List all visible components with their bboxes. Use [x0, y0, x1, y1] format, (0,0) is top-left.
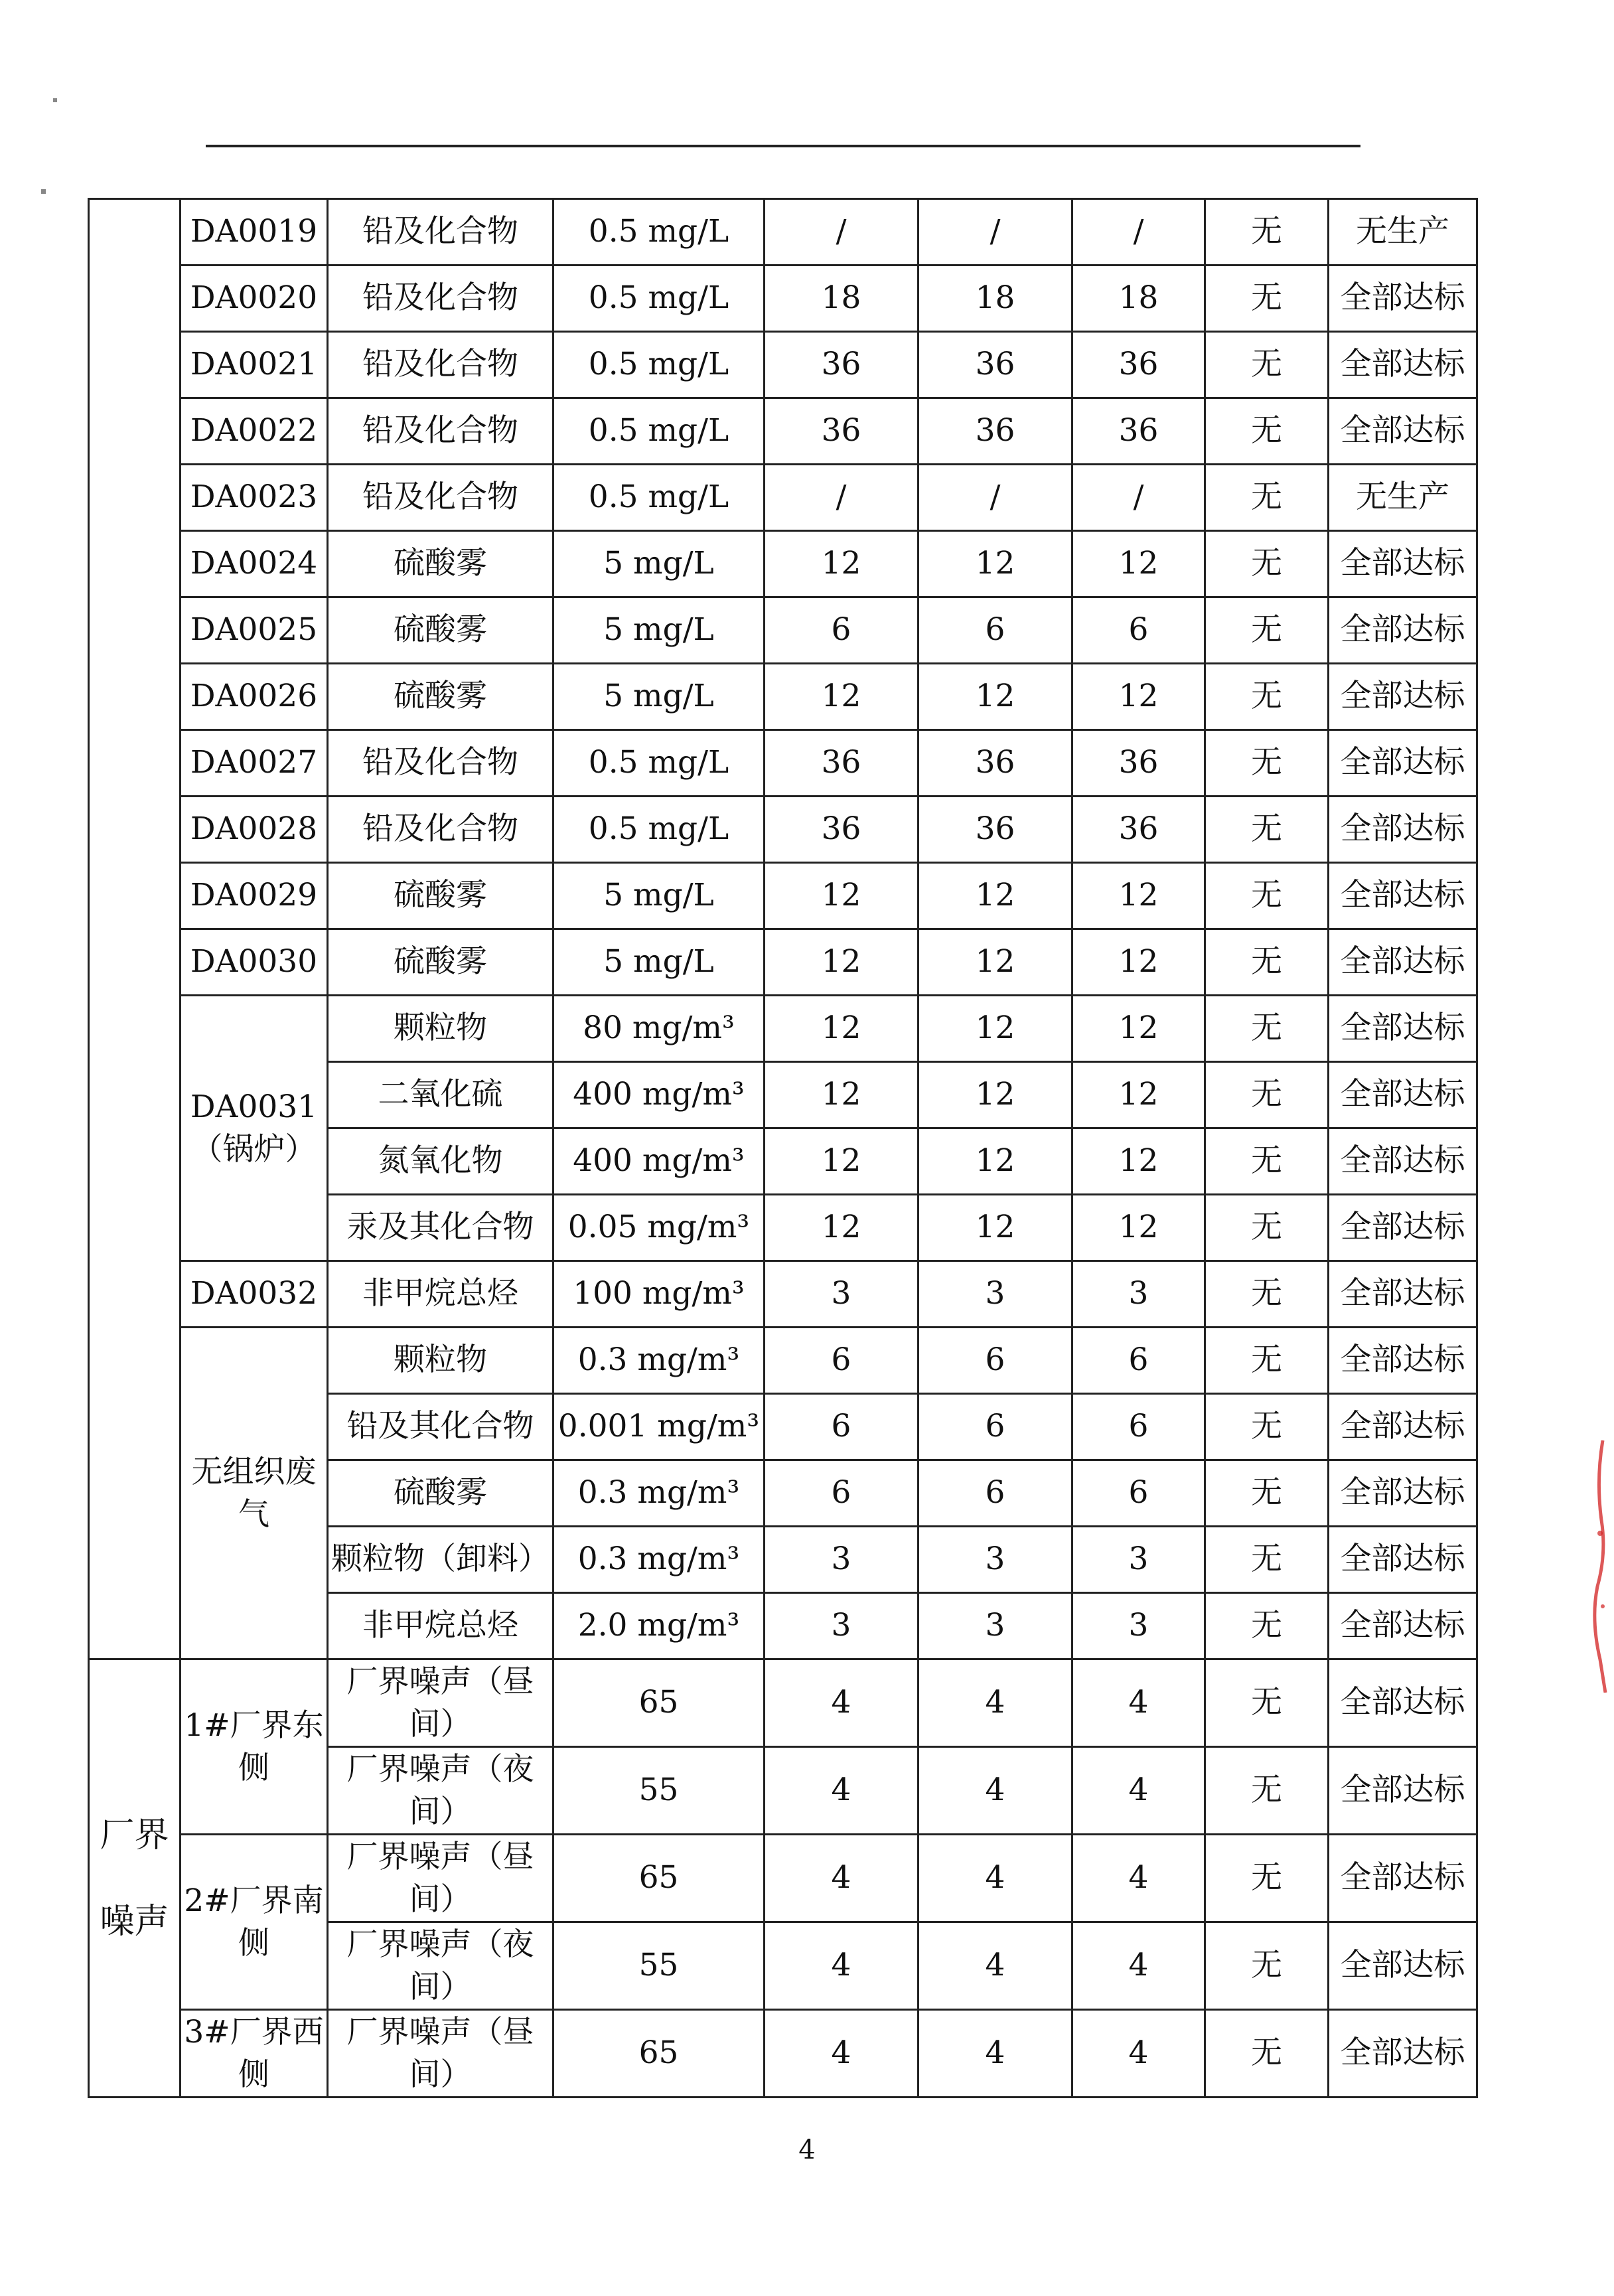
count-cell: / [918, 199, 1072, 266]
result-cell: 全部达标 [1329, 332, 1477, 398]
count-cell: 36 [1072, 730, 1205, 797]
count-cell: 12 [765, 1195, 918, 1261]
pollutant-cell: 厂界噪声（昼间） [328, 1835, 553, 1922]
count-cell: 6 [918, 1394, 1072, 1460]
exceed-cell: 无 [1205, 1261, 1329, 1328]
count-cell: 18 [765, 266, 918, 332]
result-cell: 全部达标 [1329, 1261, 1477, 1328]
pollutant-cell: 铅及化合物 [328, 332, 553, 398]
count-cell: 4 [1072, 1747, 1205, 1835]
pollutant-cell: 铅及其化合物 [328, 1394, 553, 1460]
pollutant-cell: 硫酸雾 [328, 863, 553, 929]
scan-speck [41, 189, 46, 194]
limit-cell: 100 mg/m³ [553, 1261, 765, 1328]
count-cell: 12 [918, 1195, 1072, 1261]
monitor-point-cell: 3#厂界西侧 [181, 2010, 328, 2098]
monitoring-table [88, 198, 1478, 2098]
count-cell: 6 [1072, 597, 1205, 664]
table-row [89, 1261, 1477, 1328]
outlet-id-cell: DA0026 [181, 664, 328, 730]
count-cell: 12 [1072, 996, 1205, 1062]
result-cell: 全部达标 [1329, 1195, 1477, 1261]
table-row [89, 664, 1477, 730]
limit-cell: 0.5 mg/L [553, 199, 765, 266]
exceed-cell: 无 [1205, 664, 1329, 730]
count-cell: 12 [765, 531, 918, 597]
exceed-cell: 无 [1205, 1747, 1329, 1835]
limit-cell: 0.05 mg/m³ [553, 1195, 765, 1261]
table-row [89, 398, 1477, 465]
count-cell: 12 [1072, 863, 1205, 929]
count-cell: 12 [1072, 531, 1205, 597]
count-cell: 3 [918, 1261, 1072, 1328]
pollutant-cell: 铅及化合物 [328, 199, 553, 266]
result-cell: 全部达标 [1329, 2010, 1477, 2098]
outlet-id-cell: DA0019 [181, 199, 328, 266]
count-cell: 4 [918, 1747, 1072, 1835]
exceed-cell: 无 [1205, 863, 1329, 929]
result-cell: 全部达标 [1329, 1747, 1477, 1835]
limit-cell: 5 mg/L [553, 597, 765, 664]
limit-cell: 2.0 mg/m³ [553, 1593, 765, 1659]
count-cell: 12 [918, 1128, 1072, 1195]
exceed-cell: 无 [1205, 199, 1329, 266]
exceed-cell: 无 [1205, 2010, 1329, 2098]
count-cell: 12 [1072, 1195, 1205, 1261]
outlet-id-cell: DA0023 [181, 465, 328, 531]
pollutant-cell: 厂界噪声（昼间） [328, 2010, 553, 2098]
limit-cell: 0.5 mg/L [553, 465, 765, 531]
count-cell: 4 [765, 1922, 918, 2010]
count-cell: 36 [918, 398, 1072, 465]
exceed-cell: 无 [1205, 1835, 1329, 1922]
pollutant-cell: 铅及化合物 [328, 797, 553, 863]
pollutant-cell: 厂界噪声（夜间） [328, 1922, 553, 2010]
count-cell: 18 [1072, 266, 1205, 332]
count-cell: 4 [918, 2010, 1072, 2098]
result-cell: 全部达标 [1329, 730, 1477, 797]
count-cell: / [1072, 199, 1205, 266]
count-cell: 12 [918, 929, 1072, 996]
result-cell: 全部达标 [1329, 1394, 1477, 1460]
limit-cell: 400 mg/m³ [553, 1062, 765, 1128]
count-cell: 6 [765, 1460, 918, 1527]
result-cell: 全部达标 [1329, 597, 1477, 664]
count-cell: 12 [918, 863, 1072, 929]
count-cell: 12 [1072, 1062, 1205, 1128]
exceed-cell: 无 [1205, 465, 1329, 531]
outlet-group-cell: 无组织废气 [181, 1328, 328, 1659]
count-cell: 3 [1072, 1527, 1205, 1593]
count-cell: 3 [765, 1261, 918, 1328]
limit-cell: 0.5 mg/L [553, 266, 765, 332]
count-cell: 12 [918, 531, 1072, 597]
table-row [89, 199, 1477, 266]
outlet-id-cell: DA0020 [181, 266, 328, 332]
exceed-cell: 无 [1205, 597, 1329, 664]
exceed-cell: 无 [1205, 996, 1329, 1062]
limit-cell: 0.3 mg/m³ [553, 1460, 765, 1527]
count-cell: 6 [765, 1394, 918, 1460]
table-row [89, 2010, 1477, 2098]
count-cell: 4 [765, 1747, 918, 1835]
result-cell: 全部达标 [1329, 1593, 1477, 1659]
result-cell: 全部达标 [1329, 863, 1477, 929]
count-cell: 36 [1072, 398, 1205, 465]
limit-cell: 0.5 mg/L [553, 398, 765, 465]
table-row [89, 597, 1477, 664]
category-cell: 厂界噪声 [89, 1659, 181, 2098]
table-row [89, 465, 1477, 531]
exceed-cell: 无 [1205, 1328, 1329, 1394]
count-cell: 4 [765, 1659, 918, 1747]
table-row [89, 996, 1477, 1062]
count-cell: 3 [918, 1593, 1072, 1659]
count-cell: 4 [1072, 1835, 1205, 1922]
count-cell: 12 [1072, 929, 1205, 996]
monitor-point-cell: 1#厂界东侧 [181, 1659, 328, 1835]
table-row [89, 730, 1477, 797]
exceed-cell: 无 [1205, 1922, 1329, 2010]
count-cell: 36 [765, 730, 918, 797]
limit-cell: 65 [553, 2010, 765, 2098]
count-cell: 12 [1072, 664, 1205, 730]
count-cell: 6 [918, 1328, 1072, 1394]
count-cell: 4 [765, 1835, 918, 1922]
header-rule [206, 145, 1360, 147]
count-cell: 3 [765, 1593, 918, 1659]
pollutant-cell: 铅及化合物 [328, 465, 553, 531]
count-cell: 36 [1072, 797, 1205, 863]
table-row [89, 531, 1477, 597]
limit-cell: 5 mg/L [553, 863, 765, 929]
count-cell: 4 [1072, 1922, 1205, 2010]
limit-cell: 65 [553, 1659, 765, 1747]
exceed-cell: 无 [1205, 398, 1329, 465]
limit-cell: 0.5 mg/L [553, 332, 765, 398]
count-cell: 6 [765, 1328, 918, 1394]
exceed-cell: 无 [1205, 266, 1329, 332]
result-cell: 全部达标 [1329, 1659, 1477, 1747]
count-cell: 12 [765, 863, 918, 929]
table-row [89, 1328, 1477, 1394]
count-cell: 36 [765, 332, 918, 398]
pollutant-cell: 硫酸雾 [328, 597, 553, 664]
count-cell: 36 [765, 797, 918, 863]
count-cell: 3 [918, 1527, 1072, 1593]
result-cell: 全部达标 [1329, 1128, 1477, 1195]
count-cell: 4 [1072, 1659, 1205, 1747]
limit-cell: 65 [553, 1835, 765, 1922]
pollutant-cell: 二氧化硫 [328, 1062, 553, 1128]
result-cell: 全部达标 [1329, 929, 1477, 996]
pollutant-cell: 厂界噪声（夜间） [328, 1747, 553, 1835]
count-cell: 6 [1072, 1460, 1205, 1527]
count-cell: 4 [1072, 2010, 1205, 2098]
count-cell: 12 [918, 664, 1072, 730]
count-cell: 18 [918, 266, 1072, 332]
outlet-group-cell: DA0031（锅炉） [181, 996, 328, 1261]
table-row [89, 929, 1477, 996]
count-cell: 36 [765, 398, 918, 465]
count-cell: 4 [765, 2010, 918, 2098]
result-cell: 无生产 [1329, 199, 1477, 266]
result-cell: 全部达标 [1329, 398, 1477, 465]
result-cell: 全部达标 [1329, 1328, 1477, 1394]
monitor-point-cell: 2#厂界南侧 [181, 1835, 328, 2010]
pollutant-cell: 颗粒物 [328, 1328, 553, 1394]
count-cell: 3 [1072, 1261, 1205, 1328]
count-cell: 36 [918, 332, 1072, 398]
count-cell: 6 [918, 1460, 1072, 1527]
table-row [89, 266, 1477, 332]
count-cell: 4 [918, 1659, 1072, 1747]
table-body [89, 199, 1477, 2098]
result-cell: 全部达标 [1329, 531, 1477, 597]
exceed-cell: 无 [1205, 929, 1329, 996]
category-cell [89, 199, 181, 1659]
count-cell: 36 [918, 730, 1072, 797]
count-cell: 12 [918, 1062, 1072, 1128]
exceed-cell: 无 [1205, 531, 1329, 597]
count-cell: 4 [918, 1835, 1072, 1922]
count-cell: 12 [1072, 1128, 1205, 1195]
limit-cell: 5 mg/L [553, 929, 765, 996]
pollutant-cell: 硫酸雾 [328, 929, 553, 996]
pollutant-cell: 铅及化合物 [328, 730, 553, 797]
table-row [89, 1659, 1477, 1747]
limit-cell: 55 [553, 1747, 765, 1835]
result-cell: 全部达标 [1329, 797, 1477, 863]
table-row [89, 332, 1477, 398]
count-cell: 4 [918, 1922, 1072, 2010]
exceed-cell: 无 [1205, 1593, 1329, 1659]
exceed-cell: 无 [1205, 1394, 1329, 1460]
limit-cell: 0.001 mg/m³ [553, 1394, 765, 1460]
exceed-cell: 无 [1205, 730, 1329, 797]
page-number: 4 [798, 2135, 816, 2165]
table-row [89, 797, 1477, 863]
count-cell: 12 [765, 1062, 918, 1128]
count-cell: 36 [918, 797, 1072, 863]
exceed-cell: 无 [1205, 1062, 1329, 1128]
result-cell: 全部达标 [1329, 664, 1477, 730]
red-seal-fragment [1583, 1440, 1609, 1693]
table-row [89, 863, 1477, 929]
scan-speck [53, 98, 57, 102]
result-cell: 无生产 [1329, 465, 1477, 531]
pollutant-cell: 硫酸雾 [328, 664, 553, 730]
pollutant-cell: 非甲烷总烃 [328, 1261, 553, 1328]
pollutant-cell: 汞及其化合物 [328, 1195, 553, 1261]
count-cell: 3 [765, 1527, 918, 1593]
count-cell: 36 [1072, 332, 1205, 398]
outlet-id-cell: DA0027 [181, 730, 328, 797]
pollutant-cell: 颗粒物 [328, 996, 553, 1062]
result-cell: 全部达标 [1329, 1062, 1477, 1128]
pollutant-cell: 厂界噪声（昼间） [328, 1659, 553, 1747]
count-cell: / [1072, 465, 1205, 531]
exceed-cell: 无 [1205, 1460, 1329, 1527]
limit-cell: 0.5 mg/L [553, 797, 765, 863]
pollutant-cell: 氮氧化物 [328, 1128, 553, 1195]
limit-cell: 5 mg/L [553, 531, 765, 597]
count-cell: 12 [765, 664, 918, 730]
table-row [89, 1835, 1477, 1922]
outlet-id-cell: DA0024 [181, 531, 328, 597]
outlet-id-cell: DA0022 [181, 398, 328, 465]
result-cell: 全部达标 [1329, 996, 1477, 1062]
count-cell: 3 [1072, 1593, 1205, 1659]
count-cell: 6 [1072, 1328, 1205, 1394]
outlet-id-cell: DA0030 [181, 929, 328, 996]
limit-cell: 55 [553, 1922, 765, 2010]
count-cell: 6 [1072, 1394, 1205, 1460]
count-cell: / [765, 199, 918, 266]
pollutant-cell: 颗粒物（卸料） [328, 1527, 553, 1593]
limit-cell: 80 mg/m³ [553, 996, 765, 1062]
limit-cell: 0.5 mg/L [553, 730, 765, 797]
count-cell: / [765, 465, 918, 531]
count-cell: / [918, 465, 1072, 531]
limit-cell: 0.3 mg/m³ [553, 1527, 765, 1593]
result-cell: 全部达标 [1329, 1460, 1477, 1527]
exceed-cell: 无 [1205, 1527, 1329, 1593]
exceed-cell: 无 [1205, 1659, 1329, 1747]
limit-cell: 400 mg/m³ [553, 1128, 765, 1195]
exceed-cell: 无 [1205, 1195, 1329, 1261]
count-cell: 6 [918, 597, 1072, 664]
pollutant-cell: 铅及化合物 [328, 266, 553, 332]
result-cell: 全部达标 [1329, 1835, 1477, 1922]
result-cell: 全部达标 [1329, 266, 1477, 332]
count-cell: 12 [765, 1128, 918, 1195]
outlet-id-cell: DA0021 [181, 332, 328, 398]
count-cell: 12 [918, 996, 1072, 1062]
pollutant-cell: 硫酸雾 [328, 1460, 553, 1527]
outlet-id-cell: DA0028 [181, 797, 328, 863]
outlet-id-cell: DA0032 [181, 1261, 328, 1328]
outlet-id-cell: DA0025 [181, 597, 328, 664]
exceed-cell: 无 [1205, 1128, 1329, 1195]
result-cell: 全部达标 [1329, 1922, 1477, 2010]
result-cell: 全部达标 [1329, 1527, 1477, 1593]
count-cell: 6 [765, 597, 918, 664]
exceed-cell: 无 [1205, 797, 1329, 863]
pollutant-cell: 非甲烷总烃 [328, 1593, 553, 1659]
count-cell: 12 [765, 996, 918, 1062]
limit-cell: 0.3 mg/m³ [553, 1328, 765, 1394]
pollutant-cell: 铅及化合物 [328, 398, 553, 465]
exceed-cell: 无 [1205, 332, 1329, 398]
limit-cell: 5 mg/L [553, 664, 765, 730]
count-cell: 12 [765, 929, 918, 996]
pollutant-cell: 硫酸雾 [328, 531, 553, 597]
outlet-id-cell: DA0029 [181, 863, 328, 929]
